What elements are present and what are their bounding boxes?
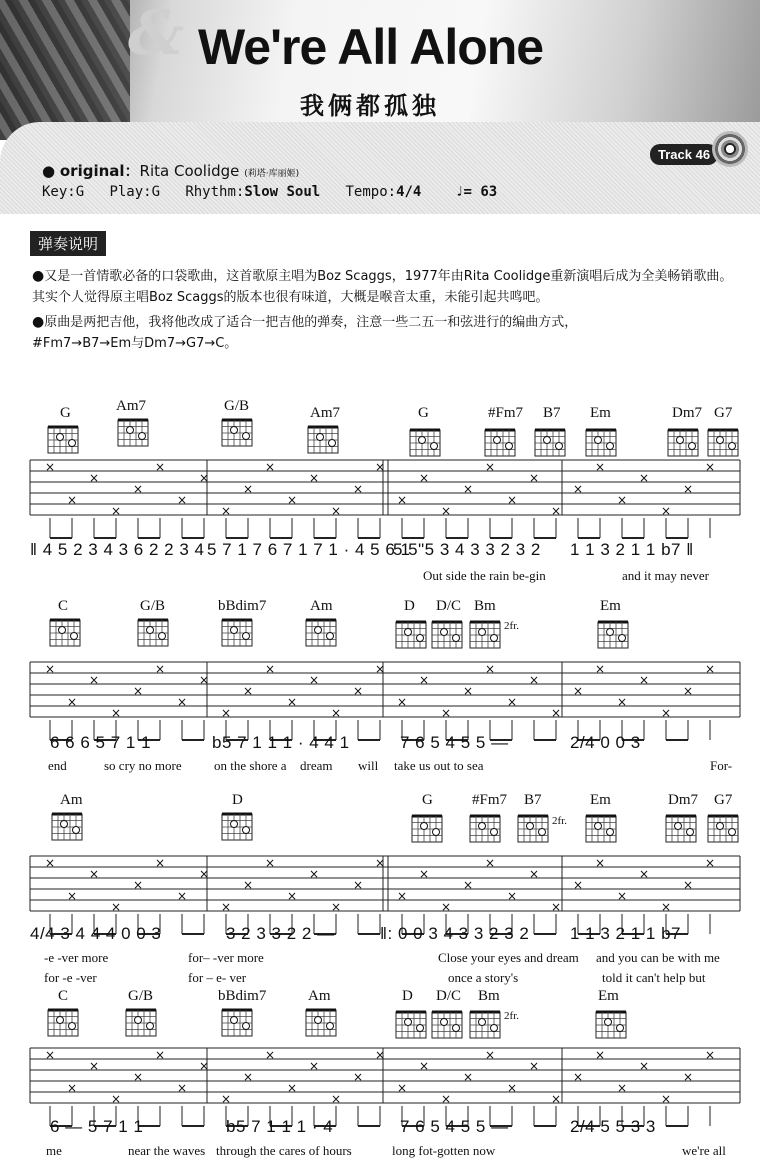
chord-diagram-dot: [405, 629, 412, 636]
tab-mark: ×: [176, 889, 188, 903]
note-text-2b: #Fm7→B7→Em与Dm7→G7→C。: [32, 336, 238, 351]
tab-mark: ×: [682, 878, 694, 892]
fret-label: 2fr.: [552, 815, 567, 827]
chord-diagram-dot: [595, 823, 602, 830]
jianpu-measure: 6 6 6 5 7 1 1: [50, 733, 152, 752]
tab-mark: ×: [286, 493, 298, 507]
tab-mark: ×: [418, 1059, 430, 1073]
original-artist: Rita Coolidge: [139, 162, 240, 180]
chord-diagram-dot: [607, 829, 614, 836]
tab-mark: ×: [396, 493, 408, 507]
chord-diagram-dot: [717, 437, 724, 444]
tab-mark: ×: [374, 1048, 386, 1062]
jianpu-measure: b5 7 1 1 1 · 4 4 1: [212, 733, 350, 752]
chord-label: Am: [310, 598, 333, 614]
jianpu-measure: 5 7 1 7 6 7 1 7 1 · 4 5 6 1: [207, 540, 411, 559]
chord-diagram-dot: [441, 629, 448, 636]
chord-label: Dm7: [672, 405, 702, 421]
chord-label: Em: [598, 988, 619, 1004]
chord-diagram-dot: [491, 635, 498, 642]
tab-mark: ×: [572, 482, 584, 496]
chord-diagram-dot: [69, 440, 76, 447]
chord-diagram-dot: [729, 443, 736, 450]
lyric: me: [46, 1143, 62, 1158]
chord-diagram-dot: [491, 829, 498, 836]
key: Key:G: [42, 184, 85, 200]
tab-mark: ×: [264, 856, 276, 870]
chord-diagram-dot: [243, 827, 250, 834]
chord-diagram-dot: [231, 821, 238, 828]
tab-mark: ×: [220, 706, 232, 720]
chord-diagram-dot: [329, 440, 336, 447]
chord-diagram-dot: [506, 443, 513, 450]
bullet-icon: ●: [42, 162, 56, 180]
chord-diagram-dot: [417, 1025, 424, 1032]
lyric: will: [358, 758, 379, 773]
tab-mark: ×: [440, 1092, 452, 1106]
tab-mark: ×: [132, 482, 144, 496]
tab-mark: ×: [66, 1081, 78, 1095]
chord-label: D: [402, 988, 413, 1004]
tab-mark: ×: [528, 867, 540, 881]
chord-label: Am7: [116, 398, 146, 414]
chord-diagram-dot: [729, 829, 736, 836]
tab-mark: ×: [330, 900, 342, 914]
chord-diagram-dot: [231, 427, 238, 434]
tab-mark: ×: [286, 695, 298, 709]
tab-mark: ×: [506, 1081, 518, 1095]
tab-mark: ×: [308, 1059, 320, 1073]
chord-diagram-dot: [431, 443, 438, 450]
tab-mark: ×: [572, 878, 584, 892]
tab-mark: ×: [176, 695, 188, 709]
chord-diagram-dot: [231, 1017, 238, 1024]
tab-mark: ×: [352, 684, 364, 698]
jianpu-measure: 7 6 5 4 5 5 —: [400, 1117, 509, 1136]
chord-diagram-dot: [317, 434, 324, 441]
jianpu-measure: 2/4 0 0 3: [570, 733, 641, 752]
track-badge: Track 46: [650, 144, 718, 165]
tab-mark: ×: [330, 706, 342, 720]
chord-diagram-dot: [147, 1023, 154, 1030]
lyric: Out side the rain be-gin: [423, 568, 546, 583]
note-text-1: 又是一首情歌必备的口袋歌曲，这首歌原主唱为Boz Scaggs，1977年由Rita Coolidge重新演唱后成为全美畅销歌曲。其实个人觉得原主唱Boz Scaggs的版本也很有味道，大概是喉音太重，未能引起共鸣吧。: [32, 269, 733, 305]
tab-mark: ×: [682, 482, 694, 496]
tab-mark: ×: [198, 673, 210, 687]
tab-mark: ×: [704, 1048, 716, 1062]
tab-mark: ×: [154, 460, 166, 474]
tab-mark: ×: [528, 471, 540, 485]
lyric: end: [48, 758, 67, 773]
jianpu-measure: 7 6 5 4 5 5 —: [400, 733, 509, 752]
chord-diagram-dot: [421, 823, 428, 830]
lyric: Close your eyes and dream: [438, 950, 579, 965]
tab-mark: ×: [220, 504, 232, 518]
chord-label: Am7: [310, 405, 340, 421]
chord-label: G/B: [128, 988, 154, 1004]
jianpu-measure: b5 7 1 1 1 · 4: [226, 1117, 334, 1136]
tab-mark: ×: [594, 1048, 606, 1062]
chord-label: Bm: [478, 988, 500, 1004]
chord-label: B7: [543, 405, 561, 421]
tab-mark: ×: [638, 1059, 650, 1073]
tab-mark: ×: [264, 662, 276, 676]
chord-diagram-dot: [57, 434, 64, 441]
tab-mark: ×: [66, 695, 78, 709]
lyric: For-: [710, 758, 733, 773]
chord-diagram-dot: [677, 437, 684, 444]
chord-label: Em: [590, 405, 611, 421]
chord-diagram-dot: [147, 627, 154, 634]
chord-diagram-dot: [675, 823, 682, 830]
chord-label: Dm7: [668, 792, 698, 808]
tab-mark: ×: [396, 889, 408, 903]
chord-diagram-dot: [327, 1023, 334, 1030]
tab-mark: ×: [462, 482, 474, 496]
tab-mark: ×: [176, 1081, 188, 1095]
tab-mark: ×: [242, 878, 254, 892]
tab-mark: ×: [110, 504, 122, 518]
lyric: once a story's: [448, 970, 519, 985]
lyric: and it may never: [622, 568, 709, 583]
chord-diagram-dot: [689, 443, 696, 450]
tab-mark: ×: [132, 878, 144, 892]
chord-diagram-dot: [231, 627, 238, 634]
tab-mark: ×: [242, 684, 254, 698]
chord-diagram-dot: [453, 1025, 460, 1032]
tab-mark: ×: [440, 504, 452, 518]
chord-label: bBdim7: [218, 598, 267, 614]
chord-label: G: [422, 792, 433, 808]
chord-label: #Fm7: [488, 405, 524, 421]
lyric: told it can't help but: [602, 970, 706, 985]
tab-mark: ×: [506, 493, 518, 507]
fret-label: 2fr.: [504, 620, 519, 632]
tab-mark: ×: [682, 684, 694, 698]
tab-mark: ×: [462, 878, 474, 892]
chord-label: Em: [600, 598, 621, 614]
chord-diagram-dot: [687, 829, 694, 836]
jianpu-measure: ‖ 4 5 2 3 4 3 6 2 2 3 4: [30, 540, 205, 559]
tab-mark: ×: [418, 867, 430, 881]
chord-diagram-dot: [453, 635, 460, 642]
jianpu-measure: 6 — 5 7 1 1: [50, 1117, 144, 1136]
chord-label: G7: [714, 792, 733, 808]
chord-diagram-dot: [617, 1025, 624, 1032]
header-decoration: &: [128, 0, 184, 69]
chord-diagram-dot: [135, 1017, 142, 1024]
tab-mark: ×: [704, 856, 716, 870]
lyric: and you can be with me: [596, 950, 720, 965]
chord-label: C: [58, 988, 69, 1004]
tab-mark: ×: [352, 878, 364, 892]
chord-diagram-dot: [69, 1023, 76, 1030]
tab-mark: ×: [616, 1081, 628, 1095]
tempo: 4/4: [396, 184, 422, 200]
tab-mark: ×: [594, 856, 606, 870]
chord-label: Am: [60, 792, 83, 808]
tab-mark: ×: [506, 695, 518, 709]
chord-label: G7: [714, 405, 733, 421]
chord-diagram-dot: [607, 629, 614, 636]
chord-label: D: [404, 598, 415, 614]
lyric: through the cares of hours: [216, 1143, 352, 1158]
lyric: so cry no more: [104, 758, 182, 773]
tab-mark: ×: [352, 1070, 364, 1084]
chord-diagram-dot: [417, 635, 424, 642]
chord-diagram-dot: [73, 827, 80, 834]
tab-mark: ×: [528, 673, 540, 687]
jianpu-measure: ‖: 0 0 3 4 3 3 2 3 2: [380, 924, 530, 943]
tab-mark: ×: [88, 673, 100, 687]
chord-label: D/C: [436, 598, 462, 614]
tab-mark: ×: [484, 662, 496, 676]
chord-diagram-dot: [527, 823, 534, 830]
jianpu-measure: 1 1 3 2 1 1 b7: [570, 924, 681, 943]
tab-mark: ×: [198, 867, 210, 881]
tab-mark: ×: [44, 1048, 56, 1062]
chord-diagram-dot: [433, 829, 440, 836]
tab-mark: ×: [638, 471, 650, 485]
tab-mark: ×: [616, 695, 628, 709]
jianpu-measure: 2/4 5 5 3 3: [570, 1117, 656, 1136]
tab-mark: ×: [638, 673, 650, 687]
lyric: for -e -ver: [44, 970, 97, 985]
tab-mark: ×: [638, 867, 650, 881]
tab-mark: ×: [264, 460, 276, 474]
chord-label: G: [60, 405, 71, 421]
tab-mark: ×: [110, 1092, 122, 1106]
chord-diagram-dot: [479, 823, 486, 830]
tab-mark: ×: [462, 1070, 474, 1084]
chord-label: C: [58, 598, 69, 614]
tab-mark: ×: [374, 662, 386, 676]
tab-mark: ×: [660, 900, 672, 914]
chord-diagram-dot: [441, 1019, 448, 1026]
chord-label: Bm: [474, 598, 496, 614]
tab-mark: ×: [198, 471, 210, 485]
tab-mark: ×: [550, 1092, 562, 1106]
chord-diagram-dot: [315, 627, 322, 634]
tab-mark: ×: [572, 1070, 584, 1084]
tab-mark: ×: [374, 460, 386, 474]
tab-mark: ×: [484, 460, 496, 474]
tab-mark: ×: [132, 1070, 144, 1084]
note-text-2: 原曲是两把吉他，我将他改成了适合一把吉他的弹奏，注意一些二五一和弦进行的编曲方式，: [44, 315, 578, 330]
lyric: -e -ver more: [44, 950, 109, 965]
rhythm: Slow Soul: [244, 184, 321, 200]
tab-mark: ×: [660, 706, 672, 720]
chord-diagram-dot: [494, 437, 501, 444]
song-subtitle: 我俩都孤独: [300, 92, 440, 120]
original-label: original：: [59, 162, 140, 180]
chord-diagram-dot: [405, 1019, 412, 1026]
tab-mark: ×: [484, 1048, 496, 1062]
tab-mark: ×: [44, 460, 56, 474]
tab-mark: ×: [462, 684, 474, 698]
chord-diagram-dot: [159, 633, 166, 640]
jianpu-measure: 4/4 3 4 4 4 0 0 3: [30, 924, 162, 943]
tab-mark: ×: [616, 889, 628, 903]
chord-diagram-dot: [619, 635, 626, 642]
chord-label: Am: [308, 988, 331, 1004]
lyric: near the waves: [128, 1143, 206, 1158]
chord-diagram-dot: [61, 821, 68, 828]
tab-mark: ×: [550, 706, 562, 720]
tab-mark: ×: [660, 1092, 672, 1106]
bullet-icon: ●: [32, 268, 45, 284]
chord-diagram-dot: [539, 829, 546, 836]
tab-mark: ×: [374, 856, 386, 870]
tab-mark: ×: [660, 504, 672, 518]
chord-diagram-dot: [717, 823, 724, 830]
tab-mark: ×: [594, 662, 606, 676]
lyric: we're all: [682, 1143, 726, 1158]
tab-mark: ×: [176, 493, 188, 507]
tab-mark: ×: [66, 889, 78, 903]
tab-mark: ×: [550, 504, 562, 518]
tab-mark: ×: [220, 900, 232, 914]
chord-diagram-dot: [327, 633, 334, 640]
tab-mark: ×: [440, 900, 452, 914]
chord-diagram-dot: [243, 633, 250, 640]
bpm: ♩= 63: [455, 184, 498, 200]
tab-mark: ×: [330, 504, 342, 518]
tab-mark: ×: [308, 867, 320, 881]
tab-mark: ×: [88, 471, 100, 485]
tab-mark: ×: [110, 900, 122, 914]
jianpu-measure: 3 2 3 3 2 2 —: [226, 924, 335, 943]
tab-mark: ×: [110, 706, 122, 720]
tab-mark: ×: [88, 867, 100, 881]
chord-diagram-dot: [315, 1017, 322, 1024]
tab-mark: ×: [220, 1092, 232, 1106]
tab-mark: ×: [88, 1059, 100, 1073]
tab-mark: ×: [154, 662, 166, 676]
tab-mark: ×: [484, 856, 496, 870]
tab-mark: ×: [704, 460, 716, 474]
tab-mark: ×: [286, 1081, 298, 1095]
tab-mark: ×: [308, 471, 320, 485]
tab-mark: ×: [528, 1059, 540, 1073]
chord-diagram-dot: [605, 1019, 612, 1026]
original-artist-cn: (莉塔·库丽姬): [244, 169, 300, 179]
chord-diagram-dot: [479, 629, 486, 636]
chord-diagram-dot: [419, 437, 426, 444]
tab-mark: ×: [242, 482, 254, 496]
tab-mark: ×: [418, 471, 430, 485]
fret-label: 2fr.: [504, 1010, 519, 1022]
tab-mark: ×: [286, 889, 298, 903]
chord-label: G: [418, 405, 429, 421]
chord-diagram-dot: [139, 433, 146, 440]
lyric: on the shore a: [214, 758, 287, 773]
chord-diagram-dot: [243, 1023, 250, 1030]
tab-mark: ×: [616, 493, 628, 507]
tab-mark: ×: [154, 1048, 166, 1062]
chord-label: B7: [524, 792, 542, 808]
tab-mark: ×: [132, 684, 144, 698]
tab-mark: ×: [154, 856, 166, 870]
tab-mark: ×: [396, 1081, 408, 1095]
rhythm-label: Rhythm:: [185, 184, 245, 200]
tempo-label: Tempo:: [345, 184, 397, 200]
chord-label: Em: [590, 792, 611, 808]
chord-diagram-dot: [607, 443, 614, 450]
lyric: long fot-gotten now: [392, 1143, 496, 1158]
chord-label: D/C: [436, 988, 462, 1004]
chord-diagram-dot: [59, 627, 66, 634]
tab-mark: ×: [264, 1048, 276, 1062]
chord-label: D: [232, 792, 243, 808]
section-title: 弹奏说明: [30, 231, 106, 256]
jianpu-measure: 1 1 3 2 1 1 b7 ‖: [570, 540, 694, 559]
tab-mark: ×: [506, 889, 518, 903]
tab-mark: ×: [704, 662, 716, 676]
tab-mark: ×: [352, 482, 364, 496]
play: Play:G: [109, 184, 161, 200]
tab-mark: ×: [66, 493, 78, 507]
tab-mark: ×: [418, 673, 430, 687]
chord-label: #Fm7: [472, 792, 508, 808]
lyric: take us out to sea: [394, 758, 484, 773]
chord-diagram-dot: [243, 433, 250, 440]
tab-mark: ×: [44, 856, 56, 870]
lyric: dream: [300, 758, 333, 773]
tab-mark: ×: [440, 706, 452, 720]
tab-mark: ×: [44, 662, 56, 676]
tab-mark: ×: [330, 1092, 342, 1106]
tab-mark: ×: [550, 900, 562, 914]
tab-mark: ×: [242, 1070, 254, 1084]
chord-diagram-dot: [556, 443, 563, 450]
chord-diagram-dot: [479, 1019, 486, 1026]
tab-mark: ×: [308, 673, 320, 687]
chord-label: G/B: [140, 598, 166, 614]
tab-mark: ×: [682, 1070, 694, 1084]
lyric: for– -ver more: [188, 950, 264, 965]
chord-diagram-dot: [595, 437, 602, 444]
chord-diagram-dot: [71, 633, 78, 640]
chord-label: bBdim7: [218, 988, 267, 1004]
tab-mark: ×: [198, 1059, 210, 1073]
tab-mark: ×: [572, 684, 584, 698]
chord-diagram-dot: [57, 1017, 64, 1024]
tab-mark: ×: [594, 460, 606, 474]
bullet-icon: ●: [32, 314, 45, 330]
chord-label: G/B: [224, 398, 250, 414]
tab-mark: ×: [396, 695, 408, 709]
lyric: for – e- ver: [188, 970, 247, 985]
jianpu-measure: 5 5"5 3 4 3 3 2 3 2: [393, 540, 541, 559]
chord-diagram-dot: [491, 1025, 498, 1032]
chord-diagram-dot: [544, 437, 551, 444]
chord-diagram-dot: [127, 427, 134, 434]
song-title: We're All Alone: [198, 19, 544, 75]
